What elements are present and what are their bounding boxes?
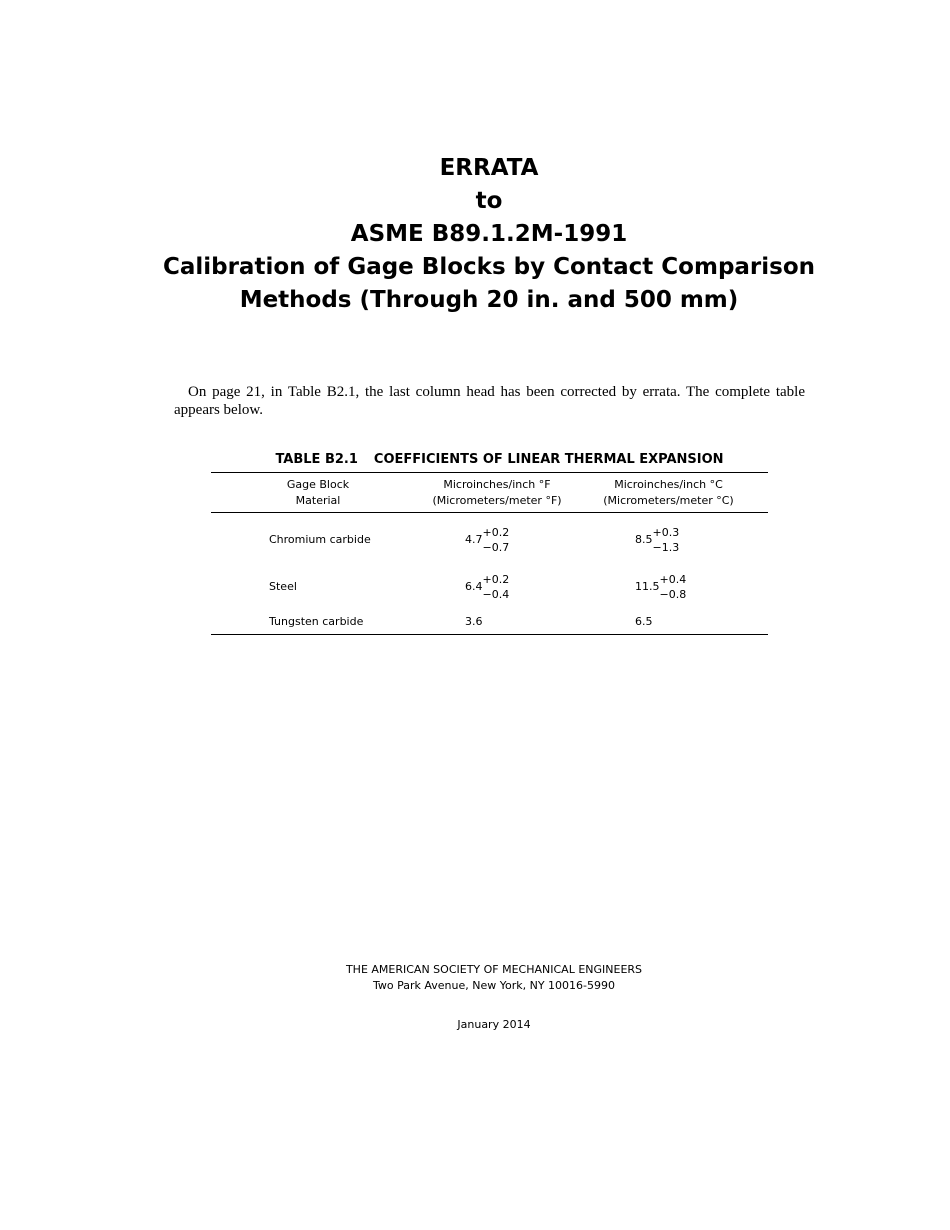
header-material-line1: Gage Block <box>286 478 350 491</box>
title-standard-name-line1: Calibration of Gage Blocks by Contact Comparison <box>162 254 816 280</box>
cell-fahrenheit <box>425 513 569 564</box>
publication-date: January 2014 <box>457 1018 531 1031</box>
document-title <box>0 152 950 317</box>
header-fahrenheit-line1: Microinches/inch °F <box>443 478 551 491</box>
cell-celsius <box>569 513 768 564</box>
table-header-row <box>211 473 768 513</box>
header-fahrenheit-line2: (Micrometers/meter °F) <box>432 494 562 507</box>
title-standard-number: ASME B89.1.2M-1991 <box>350 221 628 247</box>
value: 6.4 <box>465 579 483 593</box>
title-to: to <box>475 188 503 214</box>
plus-tolerance: +0.2 <box>482 572 510 586</box>
value: 11.5 <box>635 579 660 593</box>
coefficients-table <box>211 472 768 635</box>
table-row <box>211 563 768 610</box>
minus-tolerance: −1.3 <box>652 540 680 554</box>
title-standard-name-line2: Methods (Through 20 in. and 500 mm) <box>239 287 739 313</box>
errata-description: On page 21, in Table B2.1, the last column head has been corrected by errata. The complete table appears below. <box>174 384 805 418</box>
cell-material: Steel <box>269 579 297 593</box>
minus-tolerance: −0.7 <box>482 540 510 554</box>
header-celsius-line2: (Micrometers/meter °C) <box>603 494 734 507</box>
cell-material: Chromium carbide <box>269 532 371 546</box>
plus-tolerance: +0.2 <box>482 525 510 539</box>
table-title: COEFFICIENTS OF LINEAR THERMAL EXPANSION <box>373 452 724 467</box>
cell-celsius: 6.5 <box>569 610 768 635</box>
cell-celsius <box>569 563 768 610</box>
table-b2-1 <box>211 451 768 635</box>
title-errata: ERRATA <box>439 155 539 181</box>
publisher-block <box>0 962 950 994</box>
table-row <box>211 610 768 635</box>
table-row <box>211 513 768 564</box>
cell-fahrenheit: 3.6 <box>425 610 569 635</box>
plus-tolerance: +0.4 <box>659 572 687 586</box>
publisher-address: Two Park Avenue, New York, NY 10016-5990 <box>372 979 616 992</box>
header-material <box>211 473 425 513</box>
cell-fahrenheit <box>425 563 569 610</box>
table-caption <box>211 451 768 469</box>
minus-tolerance: −0.8 <box>659 587 687 601</box>
value: 4.7 <box>465 532 483 546</box>
header-celsius <box>569 473 768 513</box>
header-material-line2: Material <box>295 494 341 507</box>
publisher-name: THE AMERICAN SOCIETY OF MECHANICAL ENGINEERS <box>345 963 643 976</box>
header-celsius-line1: Microinches/inch °C <box>614 478 723 491</box>
value: 8.5 <box>635 532 653 546</box>
cell-material: Tungsten carbide <box>211 610 425 635</box>
minus-tolerance: −0.4 <box>482 587 510 601</box>
plus-tolerance: +0.3 <box>652 525 680 539</box>
table-number: TABLE B2.1 <box>275 452 358 467</box>
header-fahrenheit <box>425 473 569 513</box>
